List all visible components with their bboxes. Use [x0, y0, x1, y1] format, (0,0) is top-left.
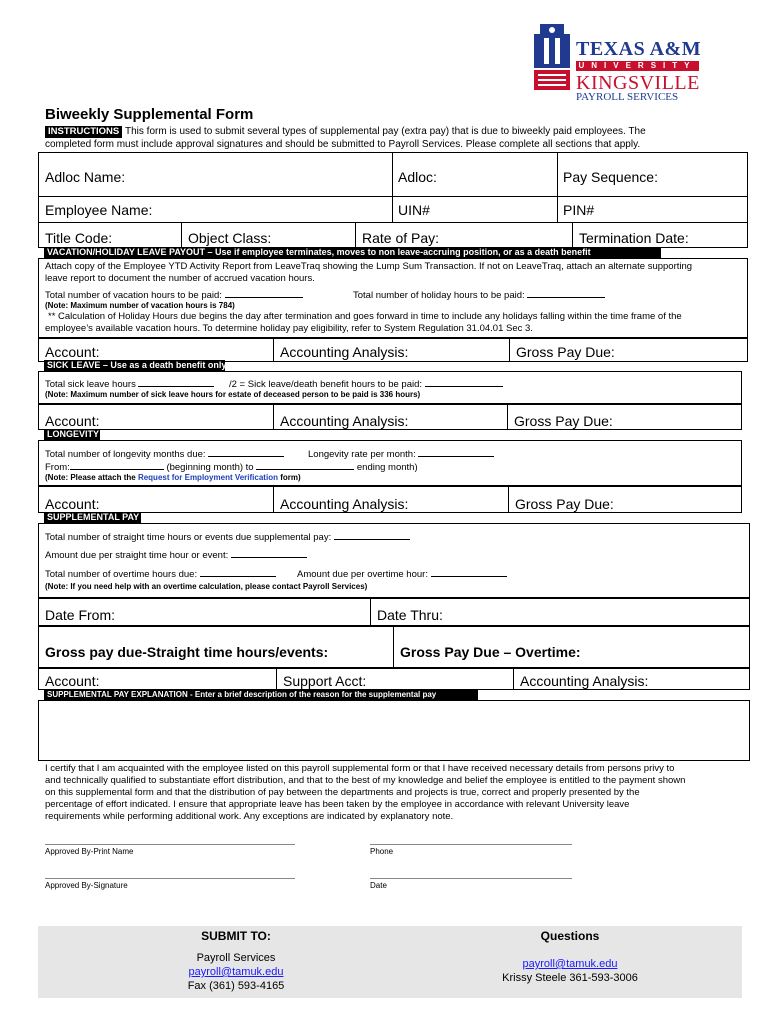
divider	[273, 338, 274, 362]
longevity-rate-label: Longevity rate per month:	[308, 449, 416, 460]
submit-fax: Fax (361) 593-4165	[187, 980, 285, 992]
supplemental-section-header: SUPPLEMENTAL PAY	[44, 512, 141, 523]
logo-line1: TEXAS A&M	[576, 38, 702, 60]
longevity-from-blank[interactable]	[70, 460, 164, 470]
longevity-section-header: LONGEVITY	[44, 429, 100, 440]
title-code-field[interactable]: Title Code:	[45, 230, 113, 246]
sick-account-field[interactable]: Account:	[45, 413, 100, 429]
certification-line-2: and technically qualified to substantiate effort distribution, and that to the best of my knowledge and belief the employee is entitled to the payment shown	[45, 775, 686, 786]
supplemental-accounting-analysis-field[interactable]: Accounting Analysis:	[520, 673, 649, 689]
divider	[392, 152, 393, 222]
uin-field[interactable]: UIN#	[398, 202, 430, 218]
longevity-beginning-label: (beginning month) to	[166, 462, 254, 473]
longevity-months-field[interactable]	[45, 447, 284, 461]
pay-sequence-field[interactable]: Pay Sequence:	[563, 169, 658, 185]
longevity-to-blank[interactable]	[256, 460, 354, 470]
questions-email-link[interactable]	[434, 958, 706, 970]
vacation-accounting-analysis-field[interactable]: Accounting Analysis:	[280, 344, 409, 360]
holiday-calc-1: ** Calculation of Holiday Hours due begins the day after termination and goes forward in time to include any holidays falling within the time frame of the	[48, 311, 682, 322]
phone-label: Phone	[370, 847, 394, 856]
longevity-note	[45, 473, 301, 482]
submit-office: Payroll Services	[196, 952, 276, 964]
submit-email-link[interactable]	[38, 966, 434, 978]
certification-line-3: on this supplemental form and that the distribution of pay between the departments and projects is true, correct and properly presented by the	[45, 787, 640, 798]
date-thru-field[interactable]: Date Thru:	[377, 607, 443, 623]
submit-to-heading: SUBMIT TO:	[201, 929, 271, 943]
sick-half-label: /2 = Sick leave/death benefit hours to be paid:	[229, 379, 423, 390]
divider	[508, 486, 509, 513]
divider	[355, 222, 356, 248]
divider	[38, 222, 748, 223]
divider	[38, 196, 748, 197]
longevity-dates-field[interactable]	[45, 460, 418, 474]
gross-straight-field[interactable]: Gross pay due-Straight time hours/events:	[45, 644, 329, 660]
divider	[557, 152, 558, 222]
instructions-text-2: completed form must include approval signatures and should be submitted to Payroll Services. Please complete all sections that apply.	[45, 139, 641, 150]
holiday-hours-label: Total number of holiday hours to be paid:	[353, 290, 525, 301]
employee-name-field[interactable]: Employee Name:	[45, 202, 153, 218]
questions-contact: Krissy Steele 361-593-3006	[502, 972, 638, 984]
longevity-account-field[interactable]: Account:	[45, 496, 100, 512]
divider	[273, 486, 274, 513]
holiday-hours-field[interactable]	[353, 288, 605, 302]
object-class-field[interactable]: Object Class:	[188, 230, 272, 246]
signature-label: Approved By-Signature	[45, 881, 128, 890]
vacation-gross-pay-field[interactable]: Gross Pay Due:	[516, 344, 615, 360]
longevity-ending-label: ending month)	[356, 462, 418, 473]
print-name-line[interactable]	[45, 844, 295, 845]
divider	[507, 404, 508, 430]
adloc-name-field[interactable]: Adloc Name:	[45, 169, 126, 185]
longevity-note-end: form)	[280, 473, 301, 482]
phone-line[interactable]	[370, 844, 572, 845]
explanation-textarea[interactable]	[38, 700, 750, 761]
divider	[370, 598, 371, 626]
supplemental-account-field[interactable]: Account:	[45, 673, 100, 689]
logo-line2: UNIVERSITY	[576, 61, 699, 71]
amount-per-field[interactable]	[45, 548, 307, 562]
sick-hours-blank[interactable]	[138, 377, 214, 387]
vacation-hours-blank[interactable]	[225, 288, 303, 298]
divider	[509, 338, 510, 362]
amount-overtime-blank[interactable]	[431, 567, 507, 577]
vacation-attach-1: Attach copy of the Employee YTD Activity Report from LeaveTraq showing the Lump Sum Transaction. If not on LeaveTraq, attach an alternate supporting	[45, 261, 693, 272]
date-from-field[interactable]: Date From:	[45, 607, 116, 623]
longevity-note-start: (Note: Please attach the	[45, 473, 136, 482]
longevity-months-blank[interactable]	[208, 447, 284, 457]
holiday-calc-2: employee’s available vacation hours. To determine holiday pay eligibility, refer to System Regulation 31.04.01 Sec 3.	[45, 323, 533, 334]
instructions-label: INSTRUCTIONS	[45, 126, 122, 138]
logo	[528, 18, 703, 106]
date-line[interactable]	[370, 878, 572, 879]
explanation-section-header: SUPPLEMENTAL PAY EXPLANATION - Enter a brief description of the reason for the supplemental pay	[44, 689, 478, 700]
longevity-from-label: From:	[45, 462, 70, 473]
support-acct-field[interactable]: Support Acct:	[283, 673, 367, 689]
divider	[393, 626, 394, 668]
overtime-hours-field[interactable]	[45, 567, 276, 581]
holiday-hours-blank[interactable]	[527, 288, 605, 298]
vacation-attach-2: leave report to document the number of accrued vacation hours.	[45, 273, 315, 284]
employment-verification-link[interactable]: Request for Employment Verification	[137, 473, 278, 482]
amount-per-label: Amount due per straight time hour or event:	[45, 550, 229, 561]
form-title: Biweekly Supplemental Form	[45, 106, 254, 123]
vacation-hours-label: Total number of vacation hours to be paid:	[45, 290, 222, 301]
logo-line4: PAYROLL SERVICES	[576, 91, 679, 103]
longevity-rate-blank[interactable]	[418, 447, 494, 457]
questions-email[interactable]: payroll@tamuk.edu	[522, 958, 618, 970]
supplemental-note: (Note: If you need help with an overtime calculation, please contact Payroll Services)	[45, 582, 368, 591]
sick-half-blank[interactable]	[425, 377, 503, 387]
signature-line[interactable]	[45, 878, 295, 879]
university-seal-icon	[530, 20, 574, 92]
divider	[181, 222, 182, 248]
certification-line-4: percentage of effort indicated. I ensure that appropriate leave has been taken by the employee in accordance with relevant University leave	[45, 799, 630, 810]
vacation-account-field[interactable]: Account:	[45, 344, 100, 360]
straight-hours-blank[interactable]	[334, 530, 410, 540]
submit-email[interactable]: payroll@tamuk.edu	[188, 966, 284, 978]
sick-half-field[interactable]	[229, 377, 503, 391]
divider	[273, 404, 274, 430]
longevity-gross-pay-field[interactable]: Gross Pay Due:	[515, 496, 614, 512]
amount-overtime-field[interactable]	[297, 567, 507, 581]
instructions-text-1: This form is used to submit several types of supplemental pay (extra pay) that is due to biweekly paid employees. The	[125, 126, 646, 137]
termination-date-field[interactable]: Termination Date:	[579, 230, 689, 246]
sick-hours-field[interactable]	[45, 377, 214, 391]
certification-line-5: requirements while performing additional work. Any exceptions are indicated by explanatory note.	[45, 811, 454, 822]
sick-gross-pay-field[interactable]: Gross Pay Due:	[514, 413, 613, 429]
adloc-field[interactable]: Adloc:	[398, 169, 437, 185]
amount-per-blank[interactable]	[231, 548, 307, 558]
rate-of-pay-field[interactable]: Rate of Pay:	[362, 230, 440, 246]
sick-section-header: SICK LEAVE – Use as a death benefit only	[44, 360, 225, 371]
divider	[276, 668, 277, 690]
divider	[572, 222, 573, 248]
overtime-hours-blank[interactable]	[200, 567, 276, 577]
vacation-section-header: VACATION/HOLIDAY LEAVE PAYOUT – Use if employee terminates, moves to non leave-accruing position, or as a death benefit	[44, 247, 661, 258]
questions-heading: Questions	[540, 929, 600, 943]
sick-accounting-analysis-field[interactable]: Accounting Analysis:	[280, 413, 409, 429]
date-label: Date	[370, 881, 387, 890]
longevity-rate-field[interactable]	[308, 447, 494, 461]
longevity-months-label: Total number of longevity months due:	[45, 449, 206, 460]
vacation-hours-field[interactable]	[45, 288, 303, 302]
certification-line-1: I certify that I am acquainted with the employee listed on this payroll supplemental form or that I have received necessary details from persons privy to	[45, 763, 675, 774]
vacation-note: (Note: Maximum number of vacation hours is 784)	[45, 301, 235, 310]
sick-note: (Note: Maximum number of sick leave hours for estate of deceased person to be paid is 336 hours)	[45, 390, 421, 399]
logo-line3: KINGSVILLE	[576, 72, 700, 94]
straight-hours-label: Total number of straight time hours or events due supplemental pay:	[45, 532, 332, 543]
sick-hours-label: Total sick leave hours	[45, 379, 136, 390]
straight-hours-field[interactable]	[45, 530, 410, 544]
pin-field[interactable]: PIN#	[563, 202, 595, 218]
amount-overtime-label: Amount due per overtime hour:	[297, 569, 428, 580]
longevity-accounting-analysis-field[interactable]: Accounting Analysis:	[280, 496, 409, 512]
overtime-hours-label: Total number of overtime hours due:	[45, 569, 198, 580]
print-name-label: Approved By-Print Name	[45, 847, 134, 856]
divider	[513, 668, 514, 690]
gross-overtime-field[interactable]: Gross Pay Due – Overtime:	[400, 644, 581, 660]
